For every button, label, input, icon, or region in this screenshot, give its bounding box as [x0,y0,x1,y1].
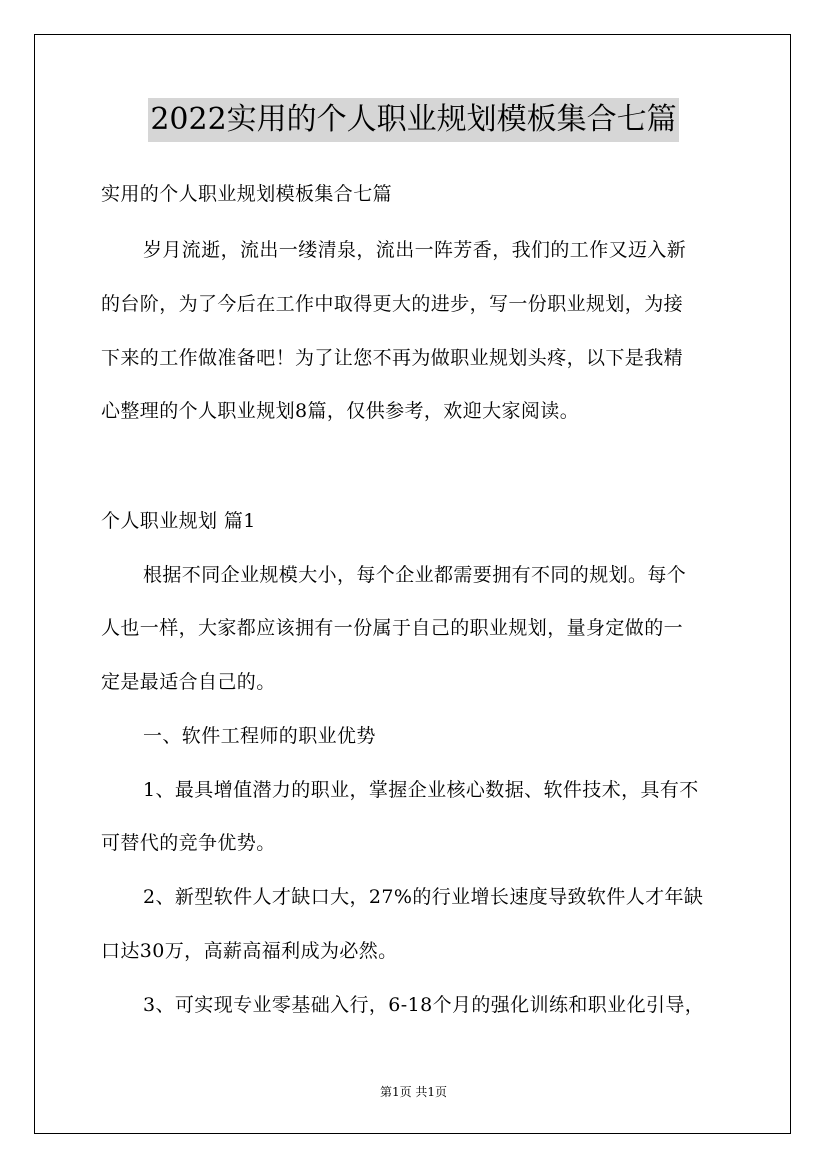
intro-line: 心整理的个人职业规划8篇，仅供参考，欢迎大家阅读。 [101,400,580,422]
section-subheading: 一、软件工程师的职业优势 [143,725,376,747]
section-line: 可替代的竞争优势。 [101,832,276,854]
section-line: 3、可实现专业零基础入行，6-18个月的强化训练和职业化引导， [143,994,705,1016]
document-subtitle: 实用的个人职业规划模板集合七篇 [101,183,393,205]
section-heading: 个人职业规划 篇1 [101,510,256,532]
section-line: 2、新型软件人才缺口大，27%的行业增长速度导致软件人才年缺 [143,886,704,908]
intro-line: 下来的工作做准备吧！为了让您不再为做职业规划头疼，以下是我精 [101,347,684,369]
section-line: 定是最适合自己的。 [101,671,276,693]
intro-line: 岁月流逝，流出一缕清泉，流出一阵芳香，我们的工作又迈入新 [143,239,687,261]
page-footer: 第1页 共1页 [379,1085,448,1099]
section-line: 口达30万，高薪高福利成为必然。 [101,940,398,962]
section-line: 根据不同企业规模大小，每个企业都需要拥有不同的规划。每个 [143,564,687,586]
section-line: 人也一样，大家都应该拥有一份属于自己的职业规划，量身定做的一 [101,617,684,639]
document-title: 2022实用的个人职业规划模板集合七篇 [148,98,678,142]
title-container [0,98,827,142]
section-line: 1、最具增值潜力的职业，掌握企业核心数据、软件技术，具有不 [143,779,699,801]
intro-line: 的台阶，为了今后在工作中取得更大的进步，写一份职业规划，为接 [101,293,684,315]
